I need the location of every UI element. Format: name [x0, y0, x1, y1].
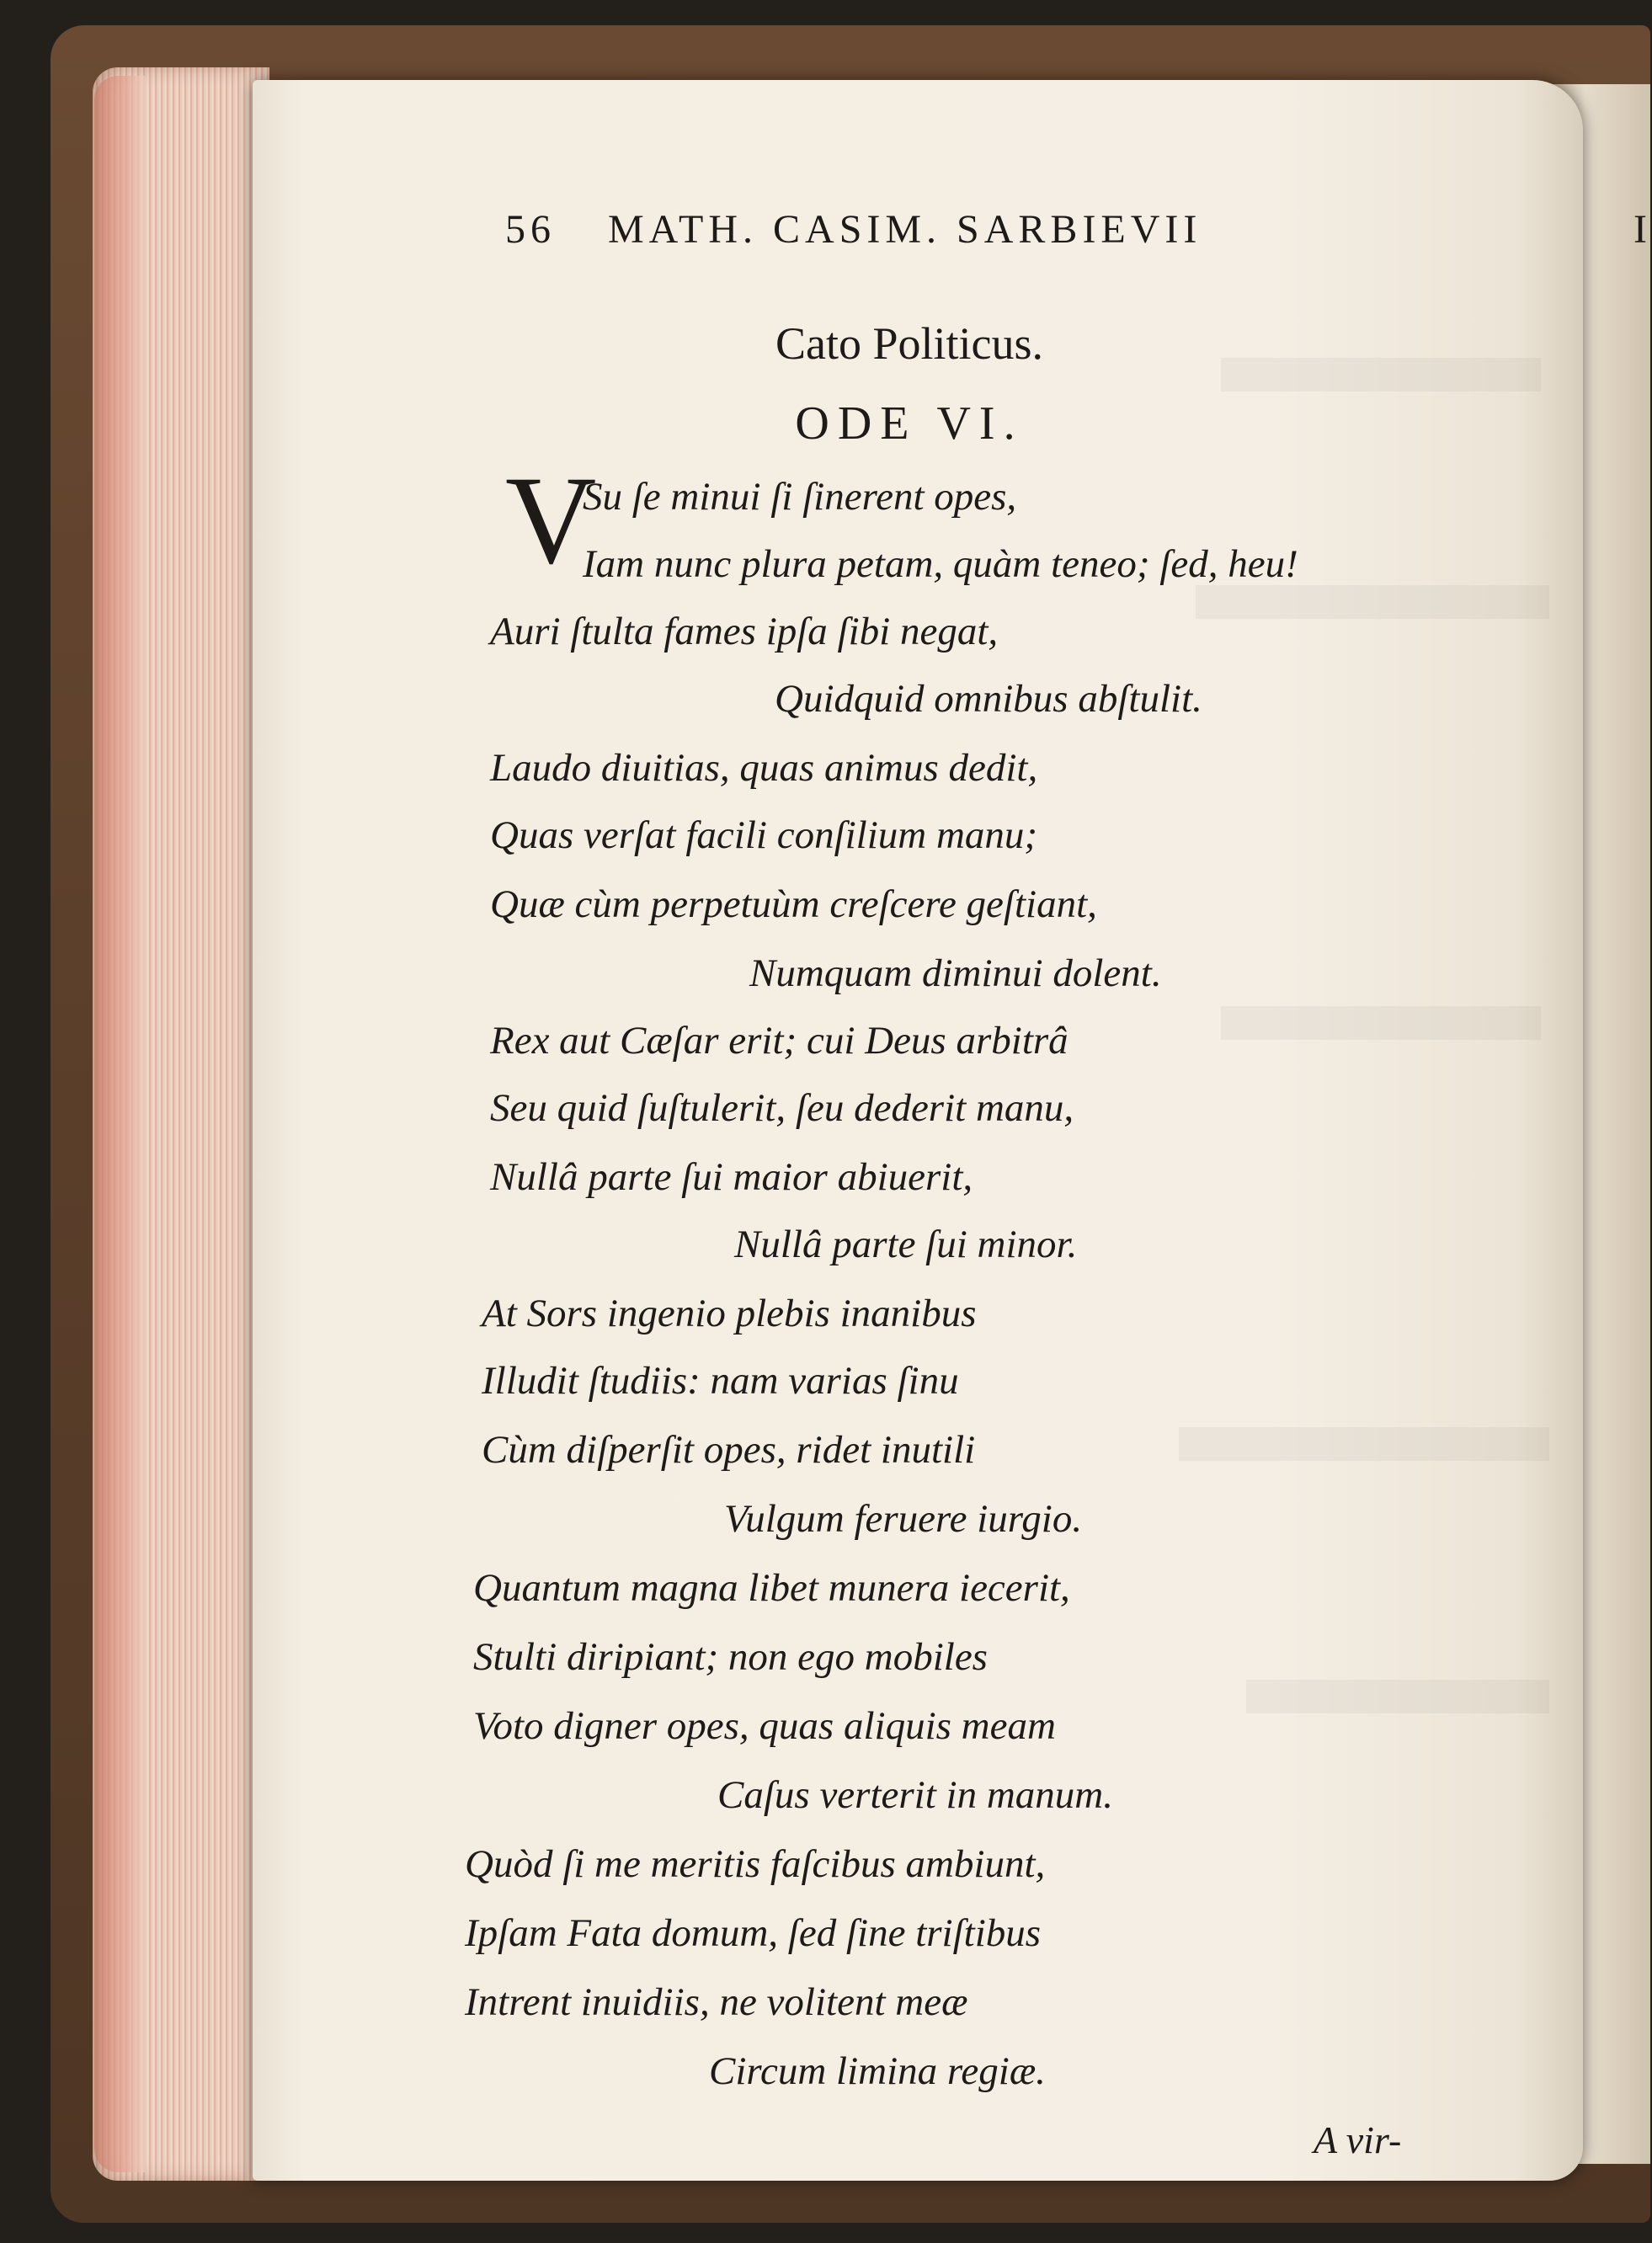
show-through-mark [1221, 1006, 1541, 1040]
verse-line: Vulgum feruere iurgio. [724, 1497, 1083, 1541]
verse-line: Ipſam Fata domum, ſed ſine triſtibus [465, 1911, 1042, 1955]
book-page [253, 80, 1652, 2181]
verse-line: Caſus verterit in manum. [717, 1773, 1113, 1817]
verse-line: Iam nunc plura petam, quàm teneo; ſed, heu! [583, 542, 1298, 586]
verse-line: Auri ſtulta fames ipſa ſibi negat, [490, 610, 999, 653]
verse-line: Rex aut Cæſar erit; cui Deus arbitrâ [490, 1019, 1068, 1063]
catchword: A vir- [1314, 2118, 1402, 2161]
verse-line: Nullâ parte ſui minor. [734, 1223, 1078, 1266]
verse-line: Laudo diuitias, quas animus dedit, [490, 746, 1038, 790]
poem-title: Cato Politicus. [775, 318, 1043, 369]
verse-line: Quòd ſi me meritis faſcibus ambiunt, [465, 1842, 1046, 1886]
show-through-mark [1196, 585, 1549, 619]
verse-line: Cùm diſperſit opes, ridet inutili [482, 1428, 976, 1472]
verse-line: Quas verſat facili conſilium manu; [490, 813, 1038, 857]
verse-line: Circum limina regiæ. [709, 2049, 1046, 2093]
page-number: 56 [505, 207, 556, 252]
verse-line: Voto digner opes, quas aliquis meam [473, 1704, 1056, 1748]
show-through-mark [1179, 1427, 1549, 1461]
red-page-edge [94, 76, 145, 2172]
drop-cap: V [505, 450, 597, 590]
verse-line: Quidquid omnibus abſtulit. [775, 677, 1202, 721]
verse-line: Stulti diripiant; non ego mobiles [473, 1635, 988, 1679]
verse-line: Su ſe minui ſi ſinerent opes, [583, 475, 1017, 519]
show-through-mark [1246, 1680, 1549, 1713]
running-head-extra: I [1633, 207, 1652, 252]
running-head-text: MATH. CASIM. SARBIEVII [608, 207, 1202, 252]
verse-line: Nullâ parte ſui maior abiuerit, [490, 1155, 973, 1199]
verse-line: Quæ cùm perpetuùm creſcere geſtiant, [490, 882, 1097, 926]
verse-line: Intrent inuidiis, ne volitent meæ [465, 1980, 968, 2024]
verse-line: Quantum magna libet munera iecerit, [473, 1566, 1070, 1610]
verse-line: Seu quid ſuſtulerit, ſeu dederit manu, [490, 1086, 1074, 1130]
verse-line: Illudit ſtudiis: nam varias ſinu [482, 1359, 959, 1403]
running-head [505, 206, 1652, 253]
verse-line: At Sors ingenio plebis inanibus [482, 1292, 977, 1335]
verse-line: Numquam diminui dolent. [749, 951, 1162, 995]
ode-number: ODE VI. [795, 397, 1024, 450]
